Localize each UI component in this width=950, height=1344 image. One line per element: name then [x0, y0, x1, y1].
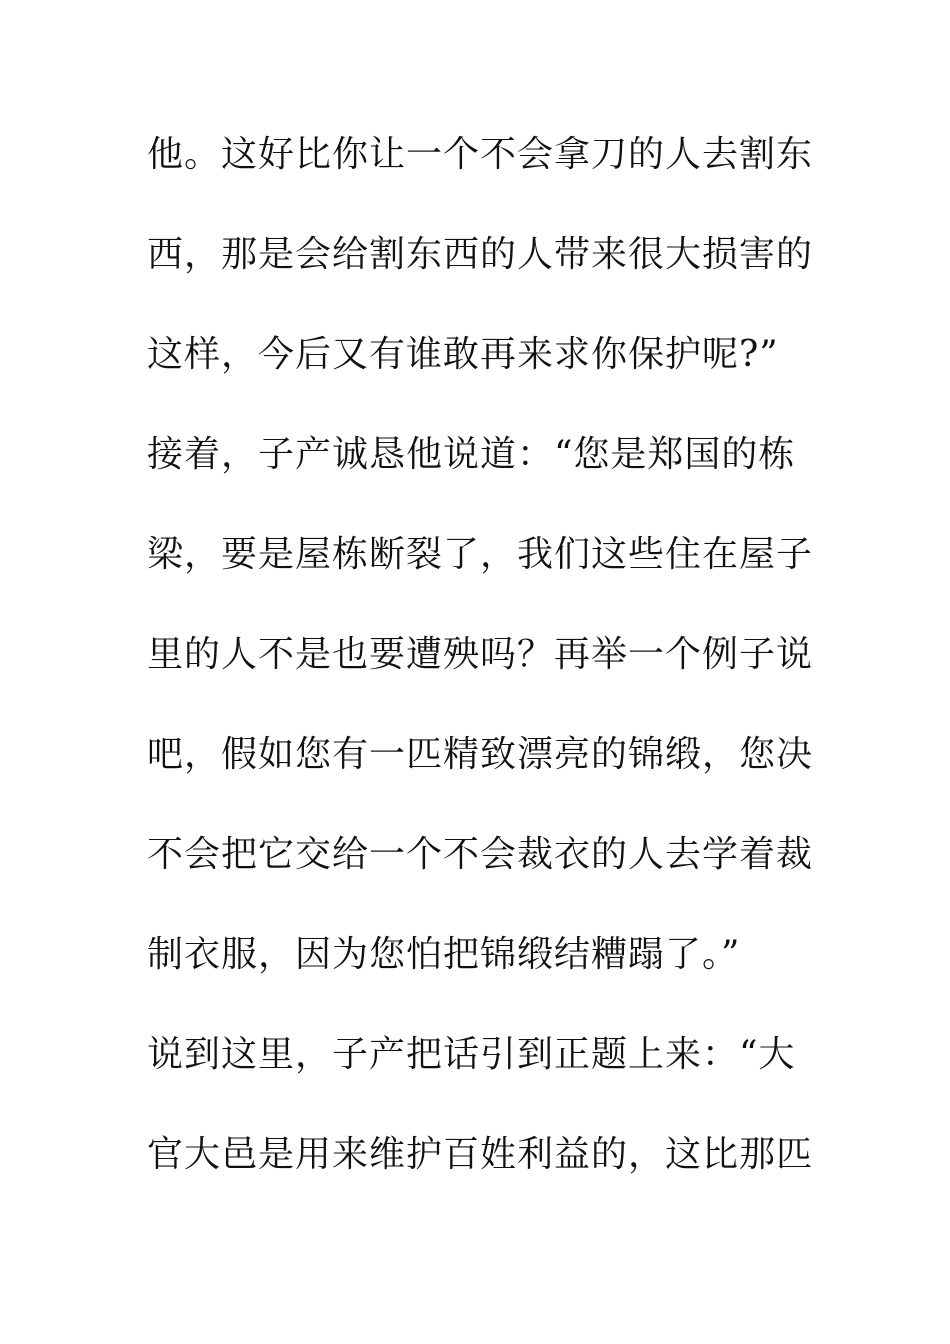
text-line: 里的人不是也要遭殃吗？再举一个例子说	[147, 634, 814, 675]
text-line: 不会把它交给一个不会裁衣的人去学着裁	[147, 834, 814, 875]
text-line: 西，那是会给割东西的人带来很大损害的	[147, 234, 814, 275]
text-line: 吧，假如您有一匹精致漂亮的锦缎，您决	[147, 734, 814, 775]
text-line: 制衣服，因为您怕把锦缎结糟蹋了。”	[147, 934, 741, 975]
text-line: 梁，要是屋栋断裂了，我们这些住在屋子	[147, 534, 814, 575]
text-line: 说到这里，子产把话引到正题上来：“大	[147, 1034, 796, 1075]
text-line: 官大邑是用来维护百姓利益的，这比那匹	[147, 1134, 814, 1175]
text-line: 他。这好比你让一个不会拿刀的人去割东	[147, 134, 814, 175]
body-text	[147, 125, 817, 1225]
text-line: 这样，今后又有谁敢再来求你保护呢?”	[147, 334, 779, 375]
text-line: 接着，子产诚恳他说道：“您是郑国的栋	[147, 434, 796, 475]
